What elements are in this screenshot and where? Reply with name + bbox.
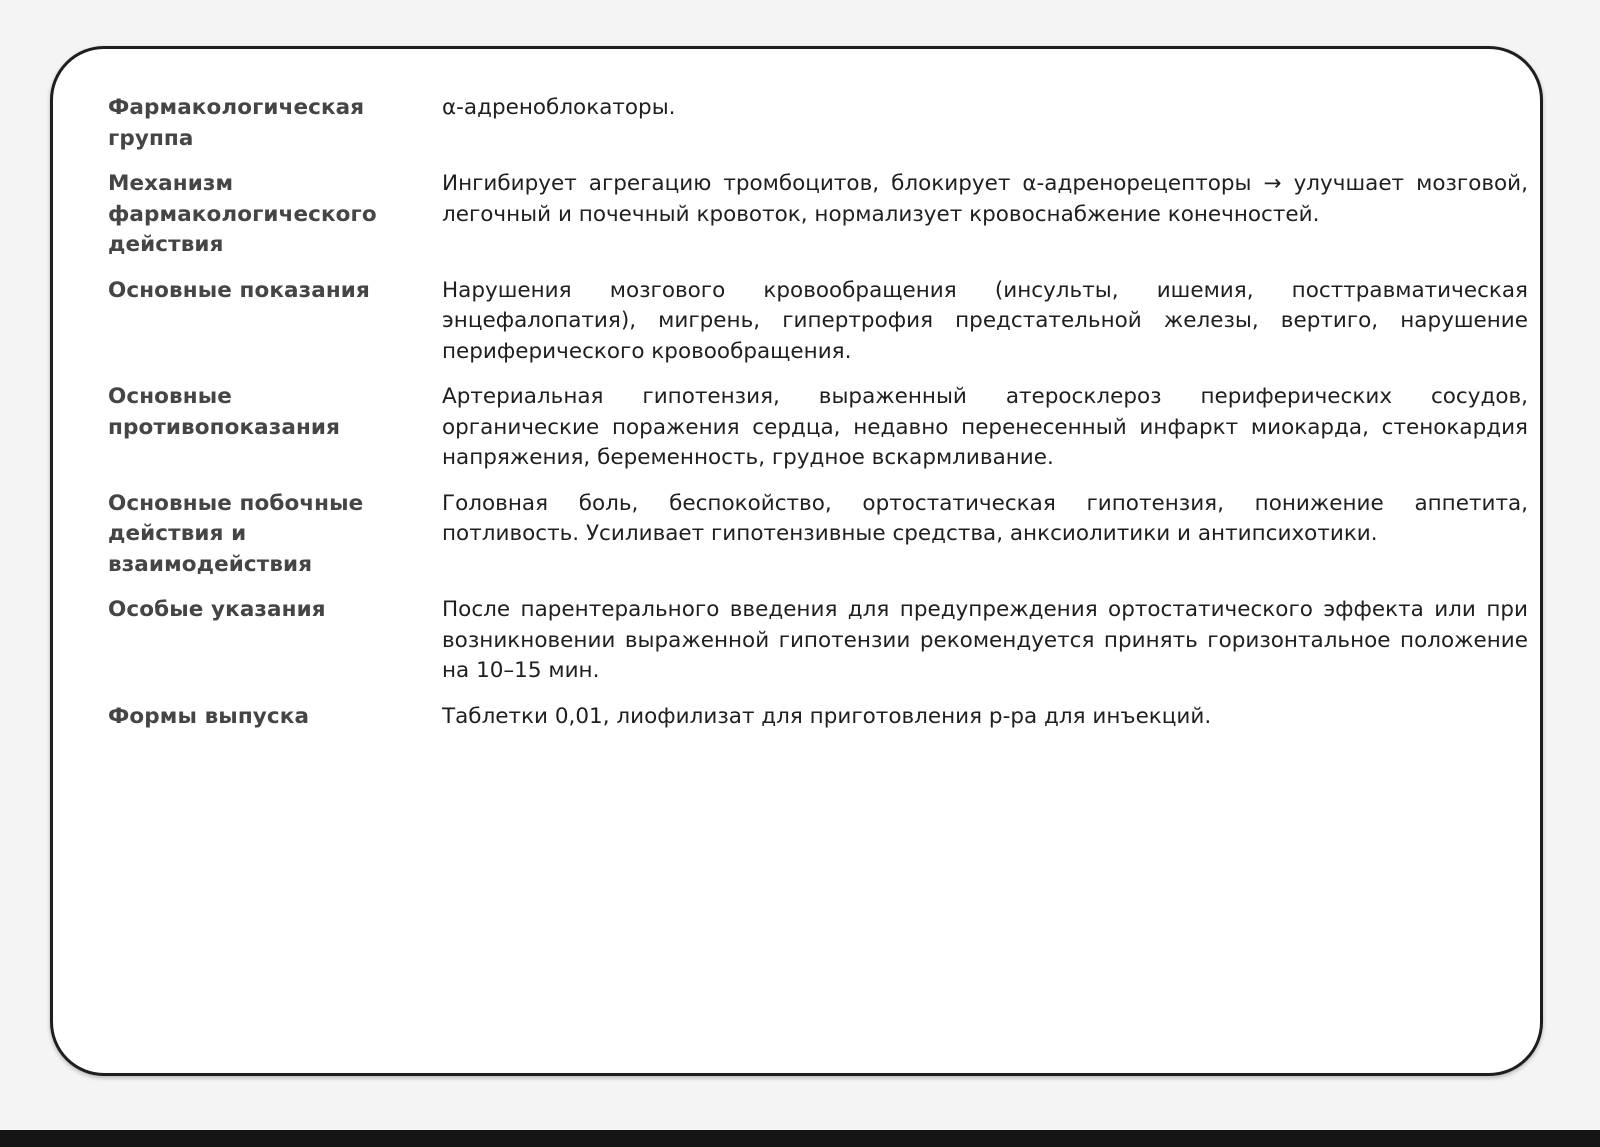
row-label: Основные противопоказания [108, 384, 340, 440]
bottom-edge-bar [0, 1130, 1600, 1147]
row-contraindications [108, 382, 1528, 474]
row-label: Основные показания [108, 277, 370, 303]
drug-info-table [108, 93, 1528, 747]
row-mechanism [108, 169, 1528, 261]
row-value: Головная боль, беспокойство, ортостатическая гипотензия, понижение аппетита, потливость. Усиливает гипотензивные средства, анксиолитики и антипсихотики. [442, 490, 1528, 546]
row-label: Механизм фармакологического действия [108, 171, 377, 257]
row-value: Таблетки 0,01, лиофилизат для приготовления р-ра для инъекций. [442, 703, 1212, 729]
row-indications [108, 276, 1528, 368]
row-label: Фармакологическая группа [108, 95, 365, 151]
row-side-effects [108, 489, 1528, 581]
row-label: Формы выпуска [108, 703, 310, 729]
row-label: Основные побочные действия и взаимодействия [108, 490, 364, 577]
row-label: Особые указания [108, 597, 326, 622]
row-value: После парентерального введения для предупреждения ортостатического эффекта или при возникновении выраженной гипотензии рекомендуется принять горизонтальное положение на 10–15 мин. [442, 597, 1528, 683]
row-release-forms [108, 702, 1528, 733]
row-value: Ингибирует агрегацию тромбоцитов, блокирует α-адренорецепторы → улучшает мозговой, легочный и почечный кровоток, нормализует кровоснабжение конечностей. [442, 171, 1528, 227]
row-value: Нарушения мозгового кровообращения (инсульты, ишемия, посттравматическая энцефалопатия), мигрень, гипертрофия предстательной железы, вертиго, нарушение периферического кровообращения. [442, 277, 1528, 364]
drug-info-card [50, 46, 1543, 1076]
row-value: Артериальная гипотензия, выраженный атеросклероз периферических сосудов, органические поражения сердца, недавно перенесенный инфаркт миокарда, стенокардия напряжения, беременность, грудное вскармливание. [442, 384, 1528, 470]
row-value: α-адреноблокаторы. [442, 95, 676, 120]
row-pharmacological-group [108, 93, 1528, 154]
row-special-instructions [108, 595, 1528, 687]
